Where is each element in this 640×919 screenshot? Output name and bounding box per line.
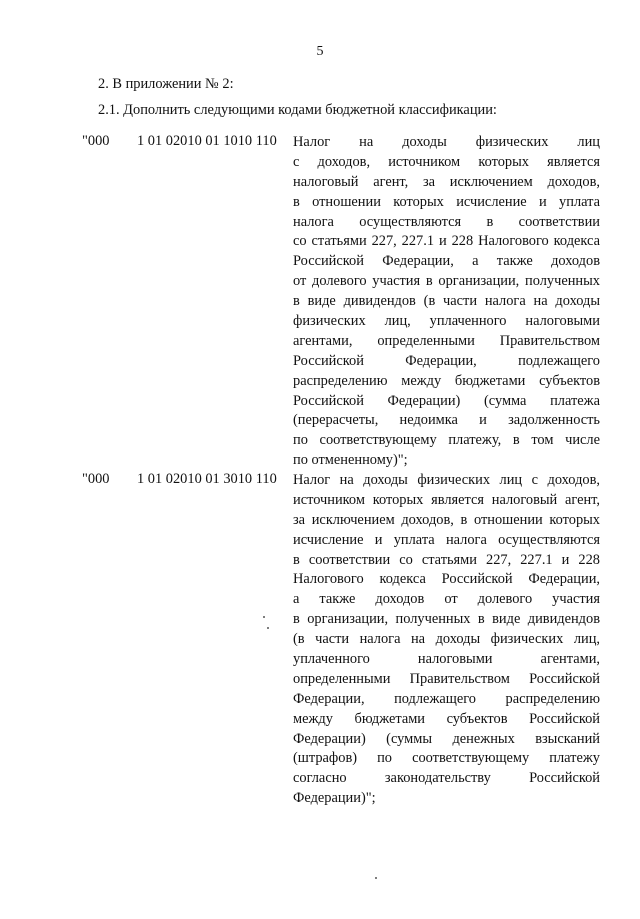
description-line: в организации, полученных в виде дивидендов [293, 611, 600, 628]
code-description [293, 133, 600, 471]
description-line: исчисление и уплата налога осуществляются [293, 531, 600, 548]
scan-speck [267, 627, 269, 629]
description-line: Российской Федерации, а также доходов [293, 253, 600, 270]
code-prefix: "000 [82, 471, 110, 487]
description-line: уплаченного налоговыми агентами, [293, 651, 600, 668]
code-description [293, 471, 600, 809]
description-line: (в части налога на доходы физических лиц, [293, 631, 600, 648]
description-line: в отношении которых исчисление и уплата [293, 193, 600, 210]
description-line: Налог на доходы физических лиц с доходов, [293, 472, 600, 488]
description-line: физических лиц, уплаченного налоговыми [293, 313, 600, 330]
scan-speck [375, 877, 377, 879]
description-line: налоговый агент, за исключением доходов, [293, 173, 600, 190]
description-line: между бюджетами субъектов Российской [293, 710, 600, 727]
budget-classification-code: 1 01 02010 01 3010 110 [137, 471, 277, 487]
description-line: определенными Правительством Российской [293, 670, 600, 687]
page-number: 5 [316, 44, 324, 59]
description-line: в соответствии со статьями 227, 227.1 и 228 [293, 551, 600, 568]
paragraph-appendix-2: 2. В приложении № 2: [98, 76, 234, 92]
description-line: Федерации) (суммы денежных взысканий [293, 730, 600, 747]
description-line: со статьями 227, 227.1 и 228 Налогового кодекса [293, 233, 600, 250]
description-line: по отмененному)"; [293, 452, 408, 469]
description-line: за исключением доходов, в отношении которых [293, 511, 600, 528]
description-line: а также доходов от долевого участия [293, 591, 600, 608]
scan-speck [263, 616, 265, 618]
description-line: (штрафов) по соответствующему платежу [293, 750, 600, 767]
description-line: Федерации)"; [293, 790, 376, 807]
description-line: от долевого участия в организации, полученных [293, 273, 600, 290]
description-line: источником которых является налоговый агент, [293, 491, 600, 508]
budget-classification-code: 1 01 02010 01 1010 110 [137, 133, 277, 149]
description-line: Российской Федерации) (сумма платежа [293, 392, 600, 409]
description-line: по соответствующему платежу, в том числе [293, 432, 600, 449]
description-line: налога осуществляются в соответствии [293, 213, 600, 230]
description-line: распределению между бюджетами субъектов [293, 372, 600, 389]
description-line: агентами, определенными Правительством [293, 332, 600, 349]
description-line: (перерасчеты, недоимка и задолженность [293, 412, 600, 429]
code-prefix: "000 [82, 133, 110, 149]
description-line: Налог на доходы физических лиц [293, 134, 600, 150]
description-line: с доходов, источником которых является [293, 153, 600, 170]
paragraph-add-codes: 2.1. Дополнить следующими кодами бюджетной классификации: [98, 102, 497, 118]
description-line: Налогового кодекса Российской Федерации, [293, 571, 600, 588]
description-line: согласно законодательству Российской [293, 770, 600, 787]
description-line: в виде дивидендов (в части налога на доходы [293, 293, 600, 310]
description-line: Федерации, подлежащего распределению [293, 690, 600, 707]
description-line: Российской Федерации, подлежащего [293, 352, 600, 369]
